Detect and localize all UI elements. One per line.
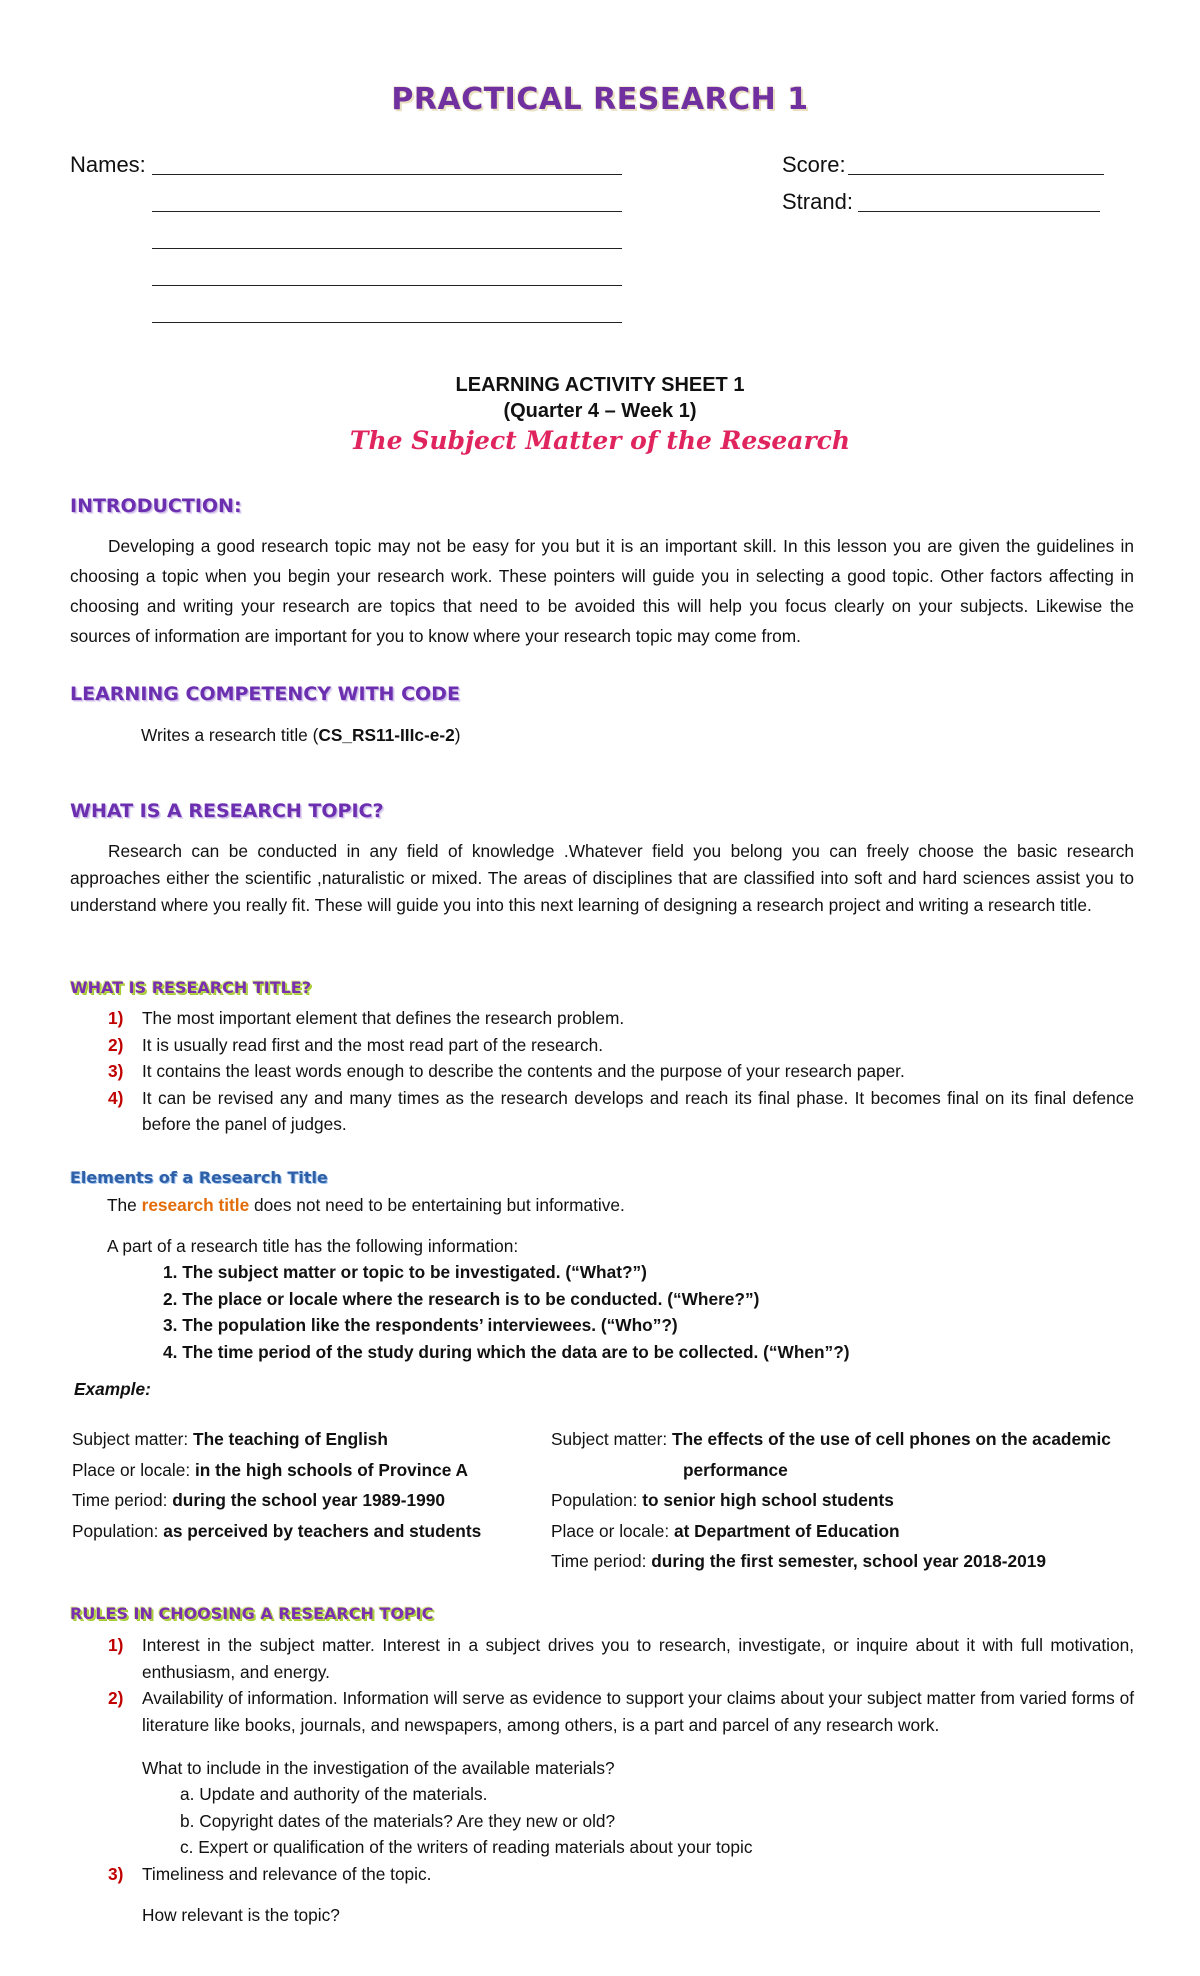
- names-line-4[interactable]: [152, 285, 622, 286]
- example-row: Population: as perceived by teachers and students: [72, 1520, 482, 1541]
- score-label: Score:: [782, 152, 846, 177]
- introduction-text: Developing a good research topic may not be easy for you but it is an important skill. In this lesson you are given the guidelines in choosing a topic when you begin your research work. These pointers will guide you in selecting a good topic. Other factors affecting in choosing and writing your research are topics that need to be avoided this will help you focus clearly on your subjects. Likewise the sources of information are important for you to know where your research topic may come from.: [70, 536, 1134, 646]
- example-label: Example:: [74, 1379, 151, 1399]
- example-row: Subject matter: The effects of the use of cell phones on the academic: [551, 1429, 1111, 1449]
- names-label: Names:: [70, 152, 146, 177]
- example-left: [72, 1424, 481, 1546]
- list-item: 1) Interest in the subject matter. Interest in a subject drives you to research, investigate, or inquire about it with full motivation, enthusiasm, and energy.: [108, 1635, 1134, 1682]
- list-item: 2) It is usually read first and the most read part of the research.: [108, 1034, 604, 1055]
- rules-heading: RULES IN CHOOSING A RESEARCH TOPIC: [70, 1604, 434, 1623]
- sheet-subtitle: The Subject Matter of the Research: [349, 426, 851, 455]
- investigation-list: [180, 1781, 752, 1861]
- names-line-3[interactable]: [152, 248, 622, 249]
- example-right: [551, 1424, 1111, 1577]
- example-row: Time period: during the school year 1989-1990: [72, 1490, 445, 1510]
- research-title-list: [70, 1005, 1134, 1138]
- research-topic-text: Research can be conducted in any field of knowledge .Whatever field you belong you can freely choose the basic research approaches either the scientific ,naturalistic or mixed. The areas of disciplines that are classified into soft and hard sciences assist you to understand where you really fit. These will guide you into this next learning of designing a research project and writing a research title.: [70, 841, 1134, 915]
- list-item: 2) Availability of information. Information will serve as evidence to support your claims about your subject matter from varied forms of literature like books, journals, and newspapers, among others, is a part and parcel of any research work.: [108, 1688, 1134, 1735]
- research-title-heading: WHAT IS RESEARCH TITLE?: [70, 978, 312, 997]
- elements-part-intro: A part of a research title has the following information:: [107, 1236, 519, 1256]
- list-item: 4) It can be revised any and many times as the research develops and reach its final phase. It becomes final on its final defence before the panel of judges.: [108, 1087, 1134, 1134]
- introduction-heading: INTRODUCTION:: [70, 495, 242, 517]
- list-item: c. Expert or qualification of the writers of reading materials about your topic: [180, 1837, 753, 1857]
- names-line-1[interactable]: [152, 174, 622, 175]
- rules-list-continued: [70, 1861, 1134, 1888]
- competency-heading: LEARNING COMPETENCY WITH CODE: [70, 683, 460, 705]
- example-row: Time period: during the first semester, school year 2018-2019: [551, 1551, 1046, 1571]
- competency-code: CS_RS11-IIIc-e-2: [318, 725, 455, 745]
- score-line[interactable]: [848, 174, 1104, 175]
- example-row: Place or locale: in the high schools of Province A: [72, 1459, 468, 1480]
- elements-intro: The research title does not need to be entertaining but informative.: [107, 1195, 625, 1215]
- list-item: 1) The most important element that defines the research problem.: [108, 1008, 625, 1028]
- investigation-question: What to include in the investigation of the available materials?: [142, 1758, 615, 1778]
- example-row: Place or locale: at Department of Education: [551, 1520, 900, 1541]
- sheet-title: LEARNING ACTIVITY SHEET 1: [455, 374, 745, 396]
- list-item: 4. The time period of the study during which the data are to be collected. (“When”?): [163, 1341, 850, 1362]
- example-row: Subject matter: The teaching of English: [72, 1429, 388, 1449]
- names-line-2[interactable]: [152, 211, 622, 212]
- research-topic-heading: WHAT IS A RESEARCH TOPIC?: [70, 800, 384, 822]
- elements-parts-list: [163, 1259, 850, 1365]
- list-item: a. Update and authority of the materials.: [180, 1784, 488, 1804]
- list-item: 3) Timeliness and relevance of the topic.: [108, 1864, 432, 1884]
- list-item: 3. The population like the respondents’ interviewees. (“Who”?): [163, 1315, 678, 1335]
- example-row: performance: [683, 1459, 788, 1480]
- page-title: PRACTICAL RESEARCH 1: [391, 82, 809, 117]
- competency-text: Writes a research title (CS_RS11-IIIc-e-2): [141, 725, 461, 745]
- strand-label: Strand:: [782, 189, 853, 214]
- rules-list: [70, 1632, 1134, 1738]
- list-item: b. Copyright dates of the materials? Are they new or old?: [180, 1810, 616, 1831]
- sheet-quarter: (Quarter 4 – Week 1): [503, 400, 697, 422]
- list-item: 2. The place or locale where the research is to be conducted. (“Where?”): [163, 1288, 760, 1309]
- relevance-question: How relevant is the topic?: [142, 1905, 340, 1925]
- research-title-highlight: research title: [141, 1195, 250, 1215]
- names-line-5[interactable]: [152, 322, 622, 323]
- list-item: 1. The subject matter or topic to be investigated. (“What?”): [163, 1262, 647, 1282]
- elements-heading: Elements of a Research Title: [70, 1168, 328, 1187]
- list-item: 3) It contains the least words enough to describe the contents and the purpose of your research paper.: [108, 1061, 905, 1081]
- strand-line[interactable]: [858, 211, 1100, 212]
- example-row: Population: to senior high school students: [551, 1490, 894, 1510]
